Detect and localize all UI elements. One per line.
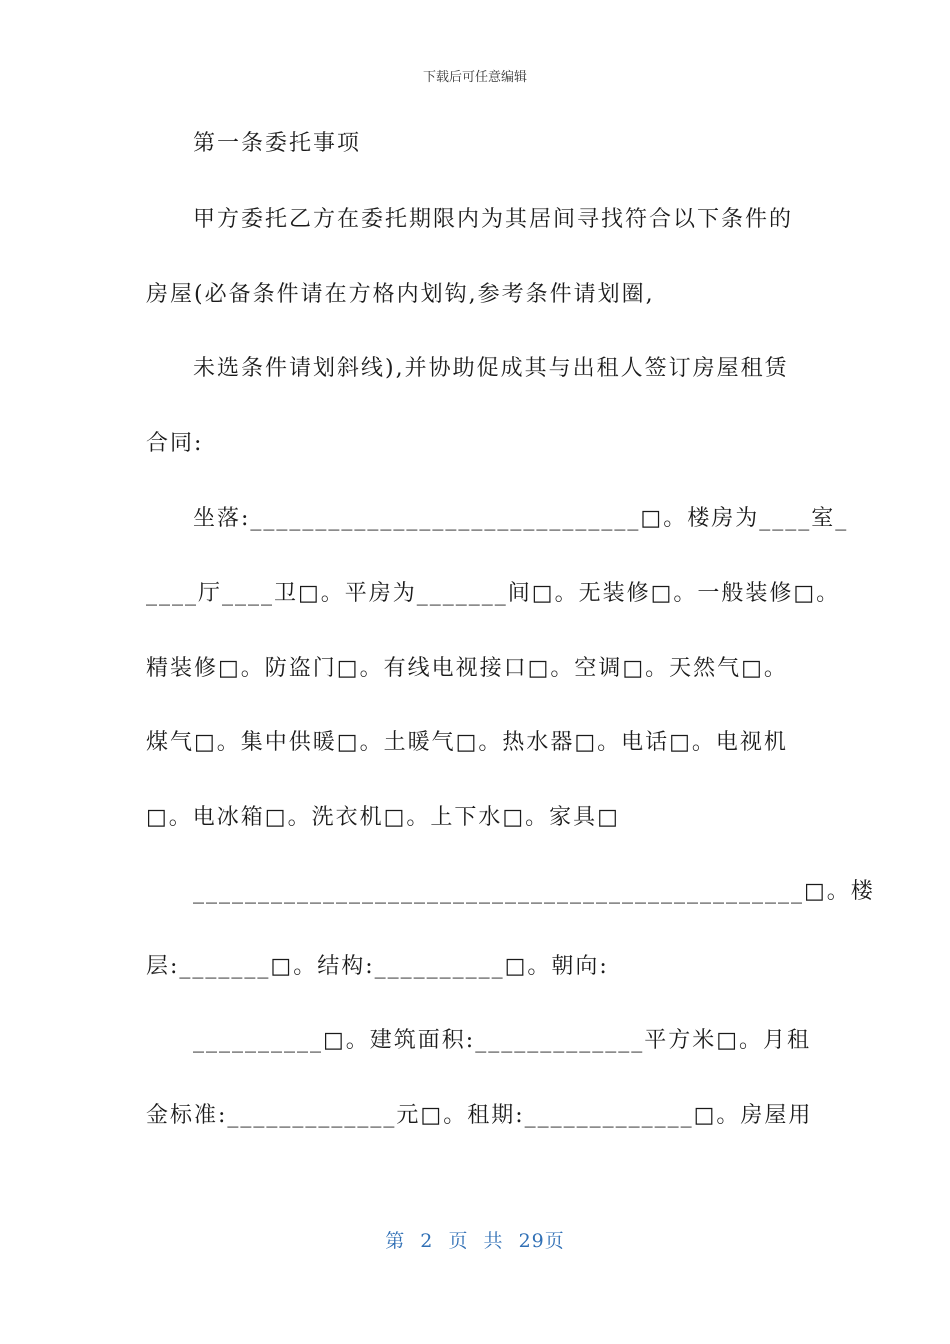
text-line: 第一条委托事项	[193, 131, 362, 156]
text-line: __________□。建筑面积:_____________平方米□。月租	[193, 1028, 811, 1053]
text-line: 未选条件请划斜线),并协助促成其与出租人签订房屋租赁	[193, 356, 789, 381]
footer-page-label: 第	[385, 1230, 406, 1252]
text-line: 精装修□。防盗门□。有线电视接口□。空调□。天然气□。	[146, 656, 788, 681]
footer-page-number: 2	[420, 1230, 434, 1252]
footer-total-pages: 29页	[518, 1230, 565, 1252]
text-line: 房屋(必备条件请在方格内划钩,参考条件请划圈,	[146, 282, 655, 307]
page-header-note: 下载后可任意编辑	[422, 70, 527, 85]
text-line: 坐落:______________________________□。楼房为____室_	[193, 506, 849, 531]
footer-page-unit: 页	[448, 1230, 469, 1252]
text-line: 甲方委托乙方在委托期限内为其居间寻找符合以下条件的	[193, 207, 794, 232]
text-line: □。电冰箱□。洗衣机□。上下水□。家具□	[146, 805, 620, 830]
text-line: 金标准:_____________元□。租期:_____________□。房屋用	[146, 1103, 813, 1128]
text-line: 煤气□。集中供暖□。土暖气□。热水器□。电话□。电视机	[146, 730, 788, 755]
text-line: ____厅____卫□。平房为_______间□。无装修□。一般装修□。	[146, 581, 841, 606]
text-line: 合同:	[146, 431, 204, 456]
footer-total-label: 共	[483, 1230, 504, 1252]
text-line: _______________________________________________□。楼	[193, 879, 875, 904]
page-footer	[0, 1226, 950, 1253]
text-line: 层:_______□。结构:__________□。朝向:	[146, 954, 609, 979]
